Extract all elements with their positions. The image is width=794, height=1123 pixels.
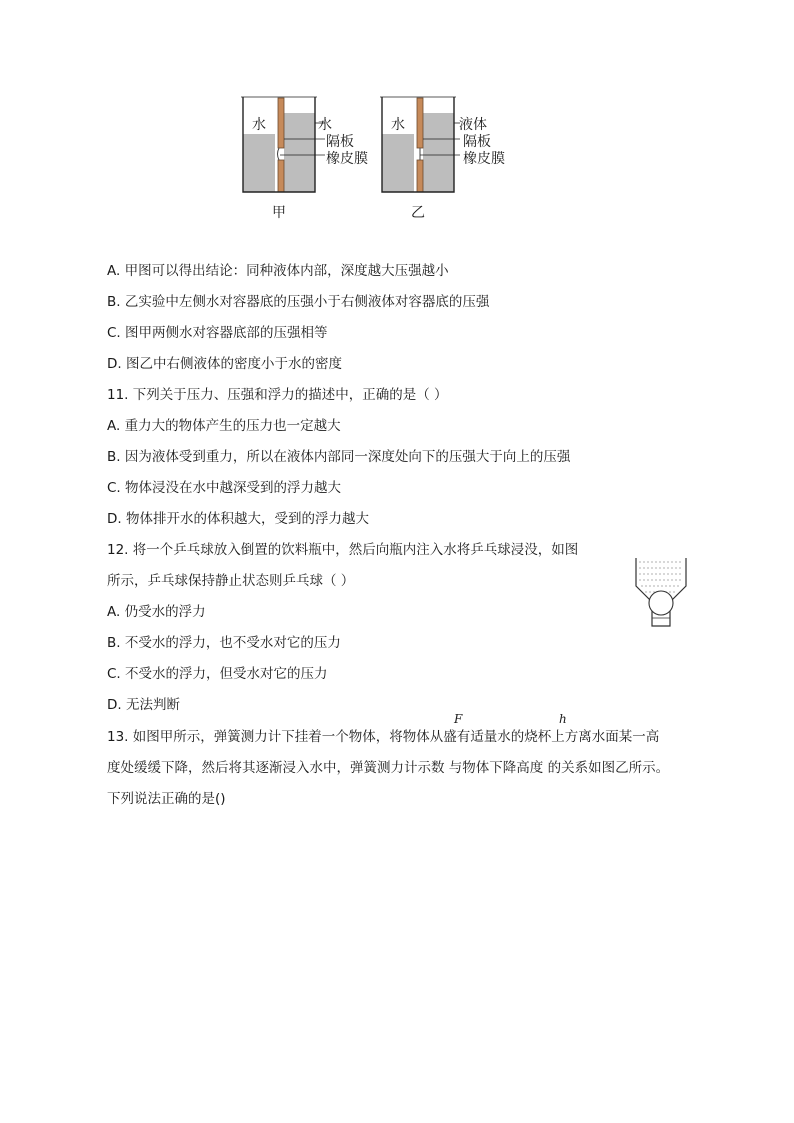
yi-liquid-label: 液体 (459, 117, 487, 133)
inverted-bottle-figure (626, 556, 696, 636)
q11-option-a: A. 重力大的物体产生的压力也一定越大 (107, 418, 341, 434)
jia-right-water-label: 水 (318, 117, 332, 133)
q11-option-d: D. 物体排开水的体积越大，受到的浮力越大 (107, 511, 369, 527)
q12-stem-line1: 12. 将一个乒乓球放入倒置的饮料瓶中，然后向瓶内注入水将乒乓球浸没，如图 (107, 542, 579, 558)
q10-option-b: B. 乙实验中左侧水对容器底的压强小于右侧液体对容器底的压强 (107, 294, 490, 310)
q12-option-d: D. 无法判断 (107, 697, 180, 713)
yi-caption: 乙 (411, 205, 425, 221)
inverted-bottle-svg (626, 556, 696, 636)
jia-partition-label: 隔板 (326, 134, 354, 150)
yi-left-water-label: 水 (391, 117, 405, 133)
q12-stem-line2: 所示，乒乓球保持静止状态则乒乓球（ ） (107, 573, 355, 589)
q10-option-d: D. 图乙中右侧液体的密度小于水的密度 (107, 356, 342, 372)
yi-partition-label: 隔板 (463, 134, 491, 150)
q13-var-h: h (559, 712, 567, 726)
q13-stem-line1: 13. 如图甲所示，弹簧测力计下挂着一个物体，将物体从盛有适量水的烧杯上方离水面某一高 (107, 729, 660, 745)
q10-option-c: C. 图甲两侧水对容器底部的压强相等 (107, 325, 328, 341)
jia-left-water-label: 水 (252, 117, 266, 133)
jia-caption: 甲 (272, 205, 286, 221)
q11-stem: 11. 下列关于压力、压强和浮力的描述中，正确的是（ ） (107, 387, 448, 403)
q13-stem-line2: 度处缓缓下降，然后将其逐渐浸入水中，弹簧测力计示数 与物体下降高度 的关系如图乙所示。 (107, 760, 670, 776)
jia-membrane-label: 橡皮膜 (326, 151, 368, 167)
q12-option-c: C. 不受水的浮力，但受水对它的压力 (107, 666, 328, 682)
q11-option-b: B. 因为液体受到重力，所以在液体内部同一深度处向下的压强大于向上的压强 (107, 449, 571, 465)
yi-membrane-label: 橡皮膜 (463, 151, 505, 167)
container-jia (241, 97, 325, 192)
q12-option-a: A. 仍受水的浮力 (107, 604, 206, 620)
container-yi (380, 97, 460, 192)
q10-option-a: A. 甲图可以得出结论：同种液体内部，深度越大压强越小 (107, 263, 449, 279)
pressure-figure (230, 92, 530, 227)
q13-var-F: F (454, 712, 463, 726)
q13-stem-line3: 下列说法正确的是() (107, 791, 226, 807)
q11-option-c: C. 物体浸没在水中越深受到的浮力越大 (107, 480, 342, 496)
q12-option-b: B. 不受水的浮力，也不受水对它的压力 (107, 635, 341, 651)
